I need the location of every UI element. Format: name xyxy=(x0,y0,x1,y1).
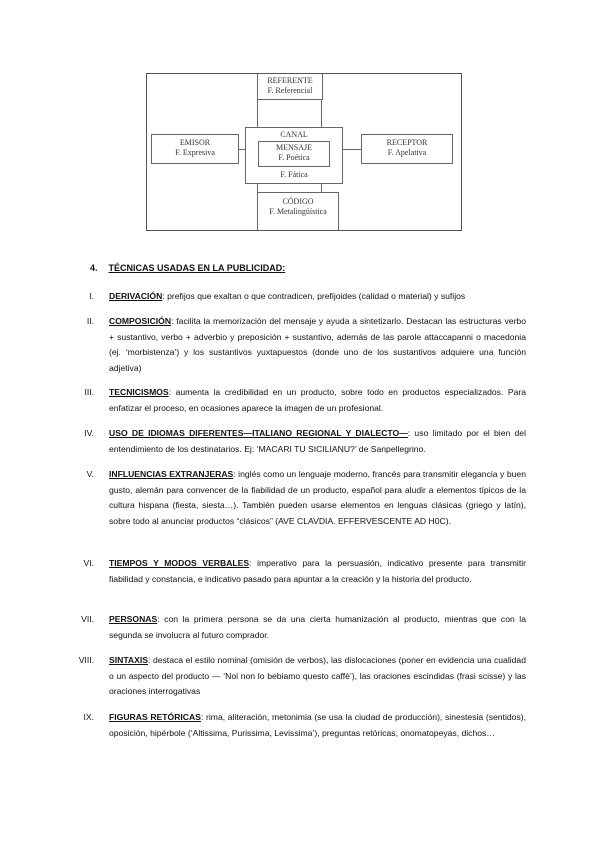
emisor-function: F. Expresiva xyxy=(175,148,215,157)
referente-title: REFERENTE xyxy=(267,76,313,85)
item-numeral: IX. xyxy=(83,712,94,722)
item-label: PERSONAS xyxy=(109,614,158,624)
item-numeral: V. xyxy=(86,469,94,479)
item-label: DERIVACIÓN xyxy=(109,291,163,301)
communication-diagram xyxy=(146,73,462,231)
item-text: : rima, aliteración, metonimia (se usa la ciudad de producción), sinestesia (sentidos), oposición, hipérbole (‘Altissima, Purissima, Levissima’), preguntas retóricas, onomatopeyas, dichos… xyxy=(109,712,526,738)
section-heading xyxy=(90,263,285,273)
codigo-title: CÓDIGO xyxy=(282,197,314,206)
emisor-title: EMISOR xyxy=(179,138,211,147)
item-label: SINTAXIS xyxy=(109,655,148,665)
receptor-box xyxy=(361,134,453,164)
item-body xyxy=(109,467,526,529)
section-number: 4. xyxy=(90,263,98,273)
item-numeral: IV. xyxy=(84,428,94,438)
codigo-box xyxy=(257,192,339,230)
connector-canal-receptor xyxy=(341,149,361,150)
item-body xyxy=(109,612,526,643)
item-numeral: VI. xyxy=(83,558,94,568)
mensaje-function: F. Poética xyxy=(278,153,310,162)
item-numeral: VII. xyxy=(81,614,94,624)
item-text: : destaca el estilo nominal (omisión de verbos), las dislocaciones (poner en evidencia una cualidad o un aspecto del producto — ‘Noi non lo bebiamo questo caffè’), las oraciones escindidas (frasi scisse) y las oraciones interrogativas xyxy=(109,655,526,696)
item-label: COMPOSICIÓN xyxy=(109,316,172,326)
referente-function: F. Referencial xyxy=(267,86,313,95)
item-body xyxy=(109,556,526,587)
emisor-box xyxy=(151,134,239,164)
connector-referente-canal xyxy=(257,99,258,127)
canal-title: CANAL xyxy=(280,130,308,139)
item-numeral: II. xyxy=(86,316,94,326)
codigo-function: F. Metalingüística xyxy=(269,207,327,216)
connector-referente-canal-right xyxy=(321,99,322,127)
referente-box xyxy=(257,74,323,100)
section-title: TÉCNICAS USADAS EN LA PUBLICIDAD: xyxy=(108,263,286,273)
item-body xyxy=(109,385,526,416)
item-label: INFLUENCIAS EXTRANJERAS xyxy=(109,469,234,479)
receptor-title: RECEPTOR xyxy=(386,138,428,147)
item-numeral: I. xyxy=(89,291,94,301)
item-label: USO DE IDIOMAS DIFERENTES—ITALIANO REGIONAL Y DIALECTO— xyxy=(109,428,408,438)
canal-box xyxy=(245,127,343,184)
item-label: TIEMPOS Y MODOS VERBALES xyxy=(109,558,250,568)
item-numeral: III. xyxy=(84,387,94,397)
item-label: TECNICISMOS xyxy=(109,387,169,397)
item-text: : inglés como un lenguaje moderno, francés para transmitir elegancia y buen gusto, alemán para convencer de la fiabilidad de un producto, español para aludir a elementos típicos de la cultura hispana (fiesta, siesta…). También pueden usarse elementos en lenguas clásicas (griego y latín), sobre todo al anunciar productos “clásicos” (AVE CLAVDIA. EFFERVESCENTE AD H0C). xyxy=(109,469,526,526)
fatica-function: F. Fática xyxy=(280,170,308,179)
item-body xyxy=(109,289,526,305)
item-text: : facilita la memorización del mensaje y ayuda a sintetizarlo. Destacan las estructuras verbo + sustantivo, verbo + adverbio y preposición + sustantivo, además de las parole attaccapanni o macedonia (ej. ‘morbistenza’) y los sustantivos yuxtapuestos (donde uno de los sustantivos adquiere una función adjetiva) xyxy=(109,316,526,373)
item-body xyxy=(109,426,526,457)
item-text: : aumenta la credibilidad en un producto, sobre todo en productos especializados. Para enfatizar el proceso, en ocasiones aparece la imagen de un profesional. xyxy=(109,387,526,413)
item-text: : con la primera persona se da una cierta humanización al producto, mientras que con la segunda se involucra al futuro comprador. xyxy=(109,614,526,640)
mensaje-box xyxy=(258,141,330,167)
item-body xyxy=(109,653,526,700)
item-numeral: VIII. xyxy=(78,655,94,665)
item-text: : imperativo para la persuasión, indicativo presente para transmitir fiabilidad y constancia, e indicativo pasado para apuntar a la creación y la historia del producto. xyxy=(109,558,527,584)
item-body xyxy=(109,314,526,376)
item-label: FIGURAS RETÓRICAS xyxy=(109,712,201,722)
item-text: : uso limitado por el bien del entendimiento de los destinatarios. Ej: ‘MACARI TU SICILIANU?’ de Sanpellegrino. xyxy=(109,428,526,454)
receptor-function: F. Apelativa xyxy=(387,148,427,157)
item-body xyxy=(109,710,526,741)
item-text: : prefijos que exaltan o que contradicen, prefijoides (calidad o material) y sufijos xyxy=(162,291,466,301)
mensaje-title: MENSAJE xyxy=(275,143,312,152)
